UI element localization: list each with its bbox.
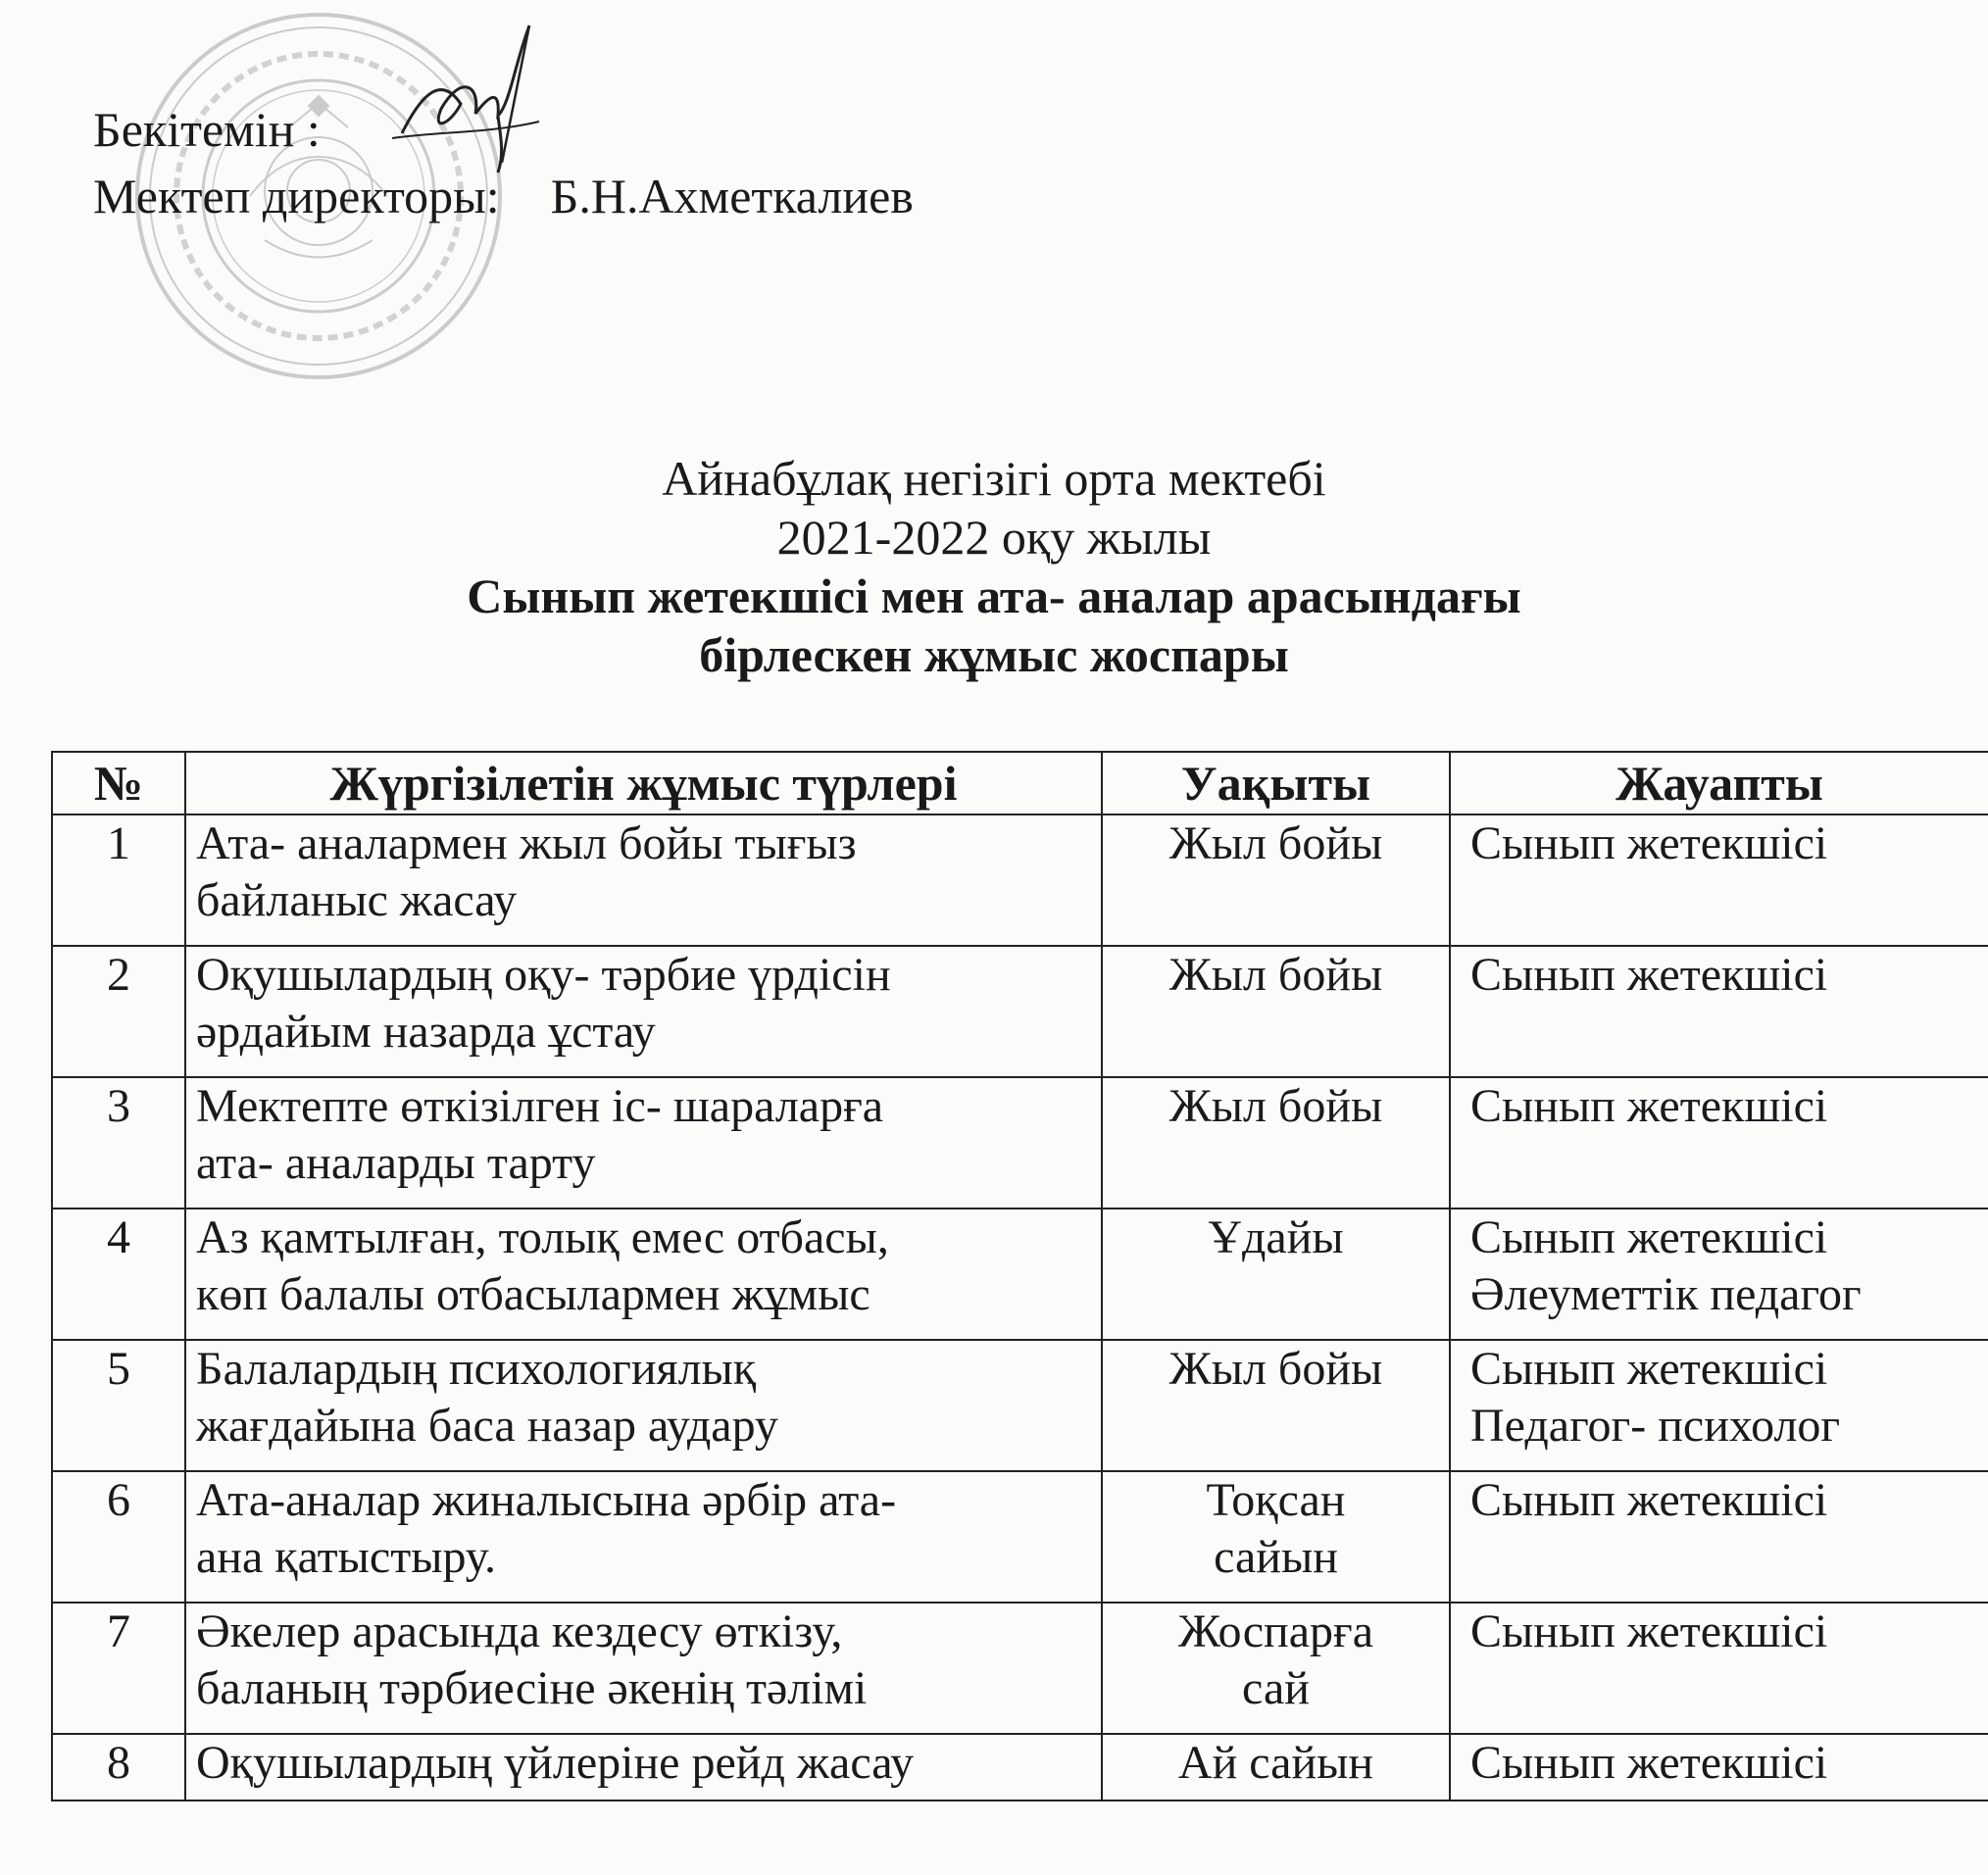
activity-cell-line: байланыс жасау: [196, 874, 518, 926]
approve-label: Бекітемін :: [93, 102, 321, 157]
header-num: №: [52, 752, 185, 814]
activity-cell: [185, 1603, 1102, 1734]
responsible-cell-line: Сынып жетекшісі: [1470, 1737, 1828, 1789]
approval-block: [93, 96, 914, 229]
row-number: 7: [52, 1603, 185, 1734]
time-cell-line: Жыл бойы: [1168, 949, 1383, 1001]
table-header-row: [52, 752, 1988, 814]
activity-cell-line: әрдайым назарда ұстау: [196, 1006, 656, 1058]
table-row: [52, 1603, 1988, 1734]
plan-title-line1: Сынып жетекшісі мен ата- аналар арасындағы: [467, 568, 1521, 623]
time-cell-line: Жыл бойы: [1168, 817, 1383, 869]
responsible-cell-line: Сынып жетекшісі: [1470, 1211, 1828, 1263]
row-number: 1: [52, 814, 185, 946]
row-number: 5: [52, 1340, 185, 1471]
director-label: Мектеп директоры:: [93, 169, 500, 223]
responsible-cell: [1450, 1471, 1988, 1603]
row-number: 6: [52, 1471, 185, 1603]
activity-cell-line: Мектепте өткізілген іс- шараларға: [196, 1080, 884, 1132]
responsible-cell: [1450, 1340, 1988, 1471]
activity-cell: [185, 1340, 1102, 1471]
responsible-cell: [1450, 1734, 1988, 1801]
responsible-cell: [1450, 814, 1988, 946]
header-responsible: Жауапты: [1450, 752, 1988, 814]
activity-cell-line: көп балалы отбасылармен жұмыс: [196, 1268, 870, 1320]
responsible-cell-line: Сынып жетекшісі: [1470, 1080, 1828, 1132]
activity-cell-line: Оқушылардың оқу- тәрбие үрдісін: [196, 949, 891, 1001]
activity-cell-line: Аз қамтылған, толық емес отбасы,: [196, 1211, 889, 1263]
responsible-cell-line: Әлеуметтік педагог: [1470, 1268, 1862, 1320]
table-row: [52, 946, 1988, 1077]
activity-cell: [185, 1209, 1102, 1340]
row-number: 2: [52, 946, 185, 1077]
table-row: [52, 1077, 1988, 1209]
table-row: [52, 814, 1988, 946]
responsible-cell-line: Сынып жетекшісі: [1470, 949, 1828, 1001]
row-number: 3: [52, 1077, 185, 1209]
responsible-cell-line: Сынып жетекшісі: [1470, 1343, 1828, 1395]
director-line: [93, 163, 914, 229]
responsible-cell: [1450, 1209, 1988, 1340]
header-time: Уақыты: [1102, 752, 1450, 814]
activity-cell-line: Ата- аналармен жыл бойы тығыз: [196, 817, 857, 869]
activity-cell: [185, 1471, 1102, 1603]
time-cell: [1102, 1077, 1450, 1209]
time-cell: [1102, 1340, 1450, 1471]
time-cell: [1102, 1471, 1450, 1603]
time-cell-line: Жоспарға: [1177, 1605, 1374, 1657]
school-name: Айнабұлақ негізігі орта мектебі: [662, 451, 1326, 506]
responsible-cell: [1450, 1077, 1988, 1209]
activity-cell: [185, 1734, 1102, 1801]
table-row: [52, 1340, 1988, 1471]
responsible-cell-line: Сынып жетекшісі: [1470, 817, 1828, 869]
activity-cell-line: Балалардың психологиялық: [196, 1343, 757, 1395]
activity-cell-line: Оқушылардың үйлеріне рейд жасау: [196, 1737, 915, 1789]
activity-cell-line: ата- аналарды тарту: [196, 1137, 596, 1189]
activity-cell: [185, 946, 1102, 1077]
document-heading: [0, 449, 1988, 684]
time-cell: [1102, 814, 1450, 946]
time-cell: [1102, 1603, 1450, 1734]
responsible-cell-line: Сынып жетекшісі: [1470, 1605, 1828, 1657]
time-cell-line: Жыл бойы: [1168, 1343, 1383, 1395]
activity-cell-line: ана қатыстыру.: [196, 1531, 496, 1583]
academic-year: 2021-2022 оқу жылы: [776, 510, 1212, 565]
activity-cell-line: Ата-аналар жиналысына әрбір ата-: [196, 1474, 897, 1526]
activity-cell-line: Әкелер арасында кездесу өткізу,: [196, 1605, 843, 1657]
responsible-cell: [1450, 946, 1988, 1077]
time-cell-line: сай: [1242, 1662, 1310, 1714]
activity-cell-line: жағдайына баса назар аудару: [196, 1400, 778, 1452]
time-cell-line: сайын: [1214, 1531, 1338, 1583]
time-cell-line: Жыл бойы: [1168, 1080, 1383, 1132]
row-number: 8: [52, 1734, 185, 1801]
plan-title-line2: бірлескен жұмыс жоспары: [699, 627, 1289, 682]
table-row: [52, 1209, 1988, 1340]
responsible-cell-line: Педагог- психолог: [1470, 1400, 1841, 1452]
table-body: [52, 814, 1988, 1801]
table-row: [52, 1734, 1988, 1801]
row-number: 4: [52, 1209, 185, 1340]
work-plan-table: [51, 751, 1988, 1801]
director-name: Б.Н.Ахметкалиев: [550, 169, 914, 223]
responsible-cell-line: Сынып жетекшісі: [1470, 1474, 1828, 1526]
activity-cell: [185, 1077, 1102, 1209]
time-cell-line: Тоқсан: [1206, 1474, 1346, 1526]
time-cell: [1102, 1209, 1450, 1340]
time-cell-line: Ай сайын: [1177, 1737, 1374, 1789]
approve-line: [93, 96, 914, 163]
activity-cell-line: баланың тәрбиесіне әкенің тәлімі: [196, 1662, 868, 1714]
time-cell: [1102, 946, 1450, 1077]
responsible-cell: [1450, 1603, 1988, 1734]
time-cell-line: Ұдайы: [1208, 1211, 1344, 1263]
activity-cell: [185, 814, 1102, 946]
header-activity: Жүргізілетін жұмыс түрлері: [185, 752, 1102, 814]
table-row: [52, 1471, 1988, 1603]
time-cell: [1102, 1734, 1450, 1801]
